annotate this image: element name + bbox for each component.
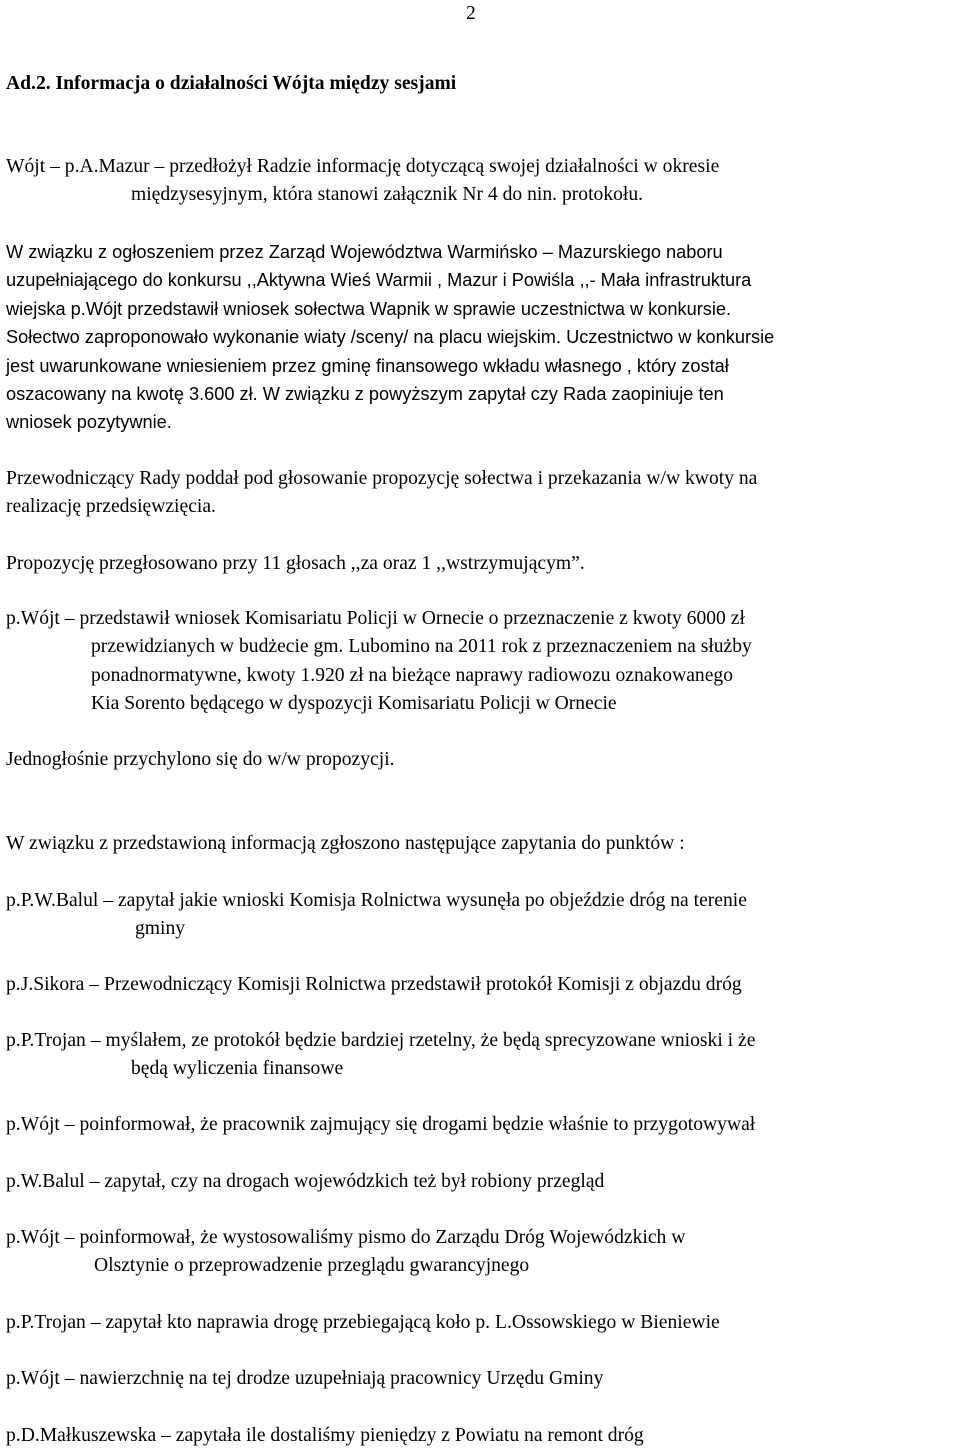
paragraph-line: gminy (135, 918, 186, 940)
question-malkuszewska: p.D.Małkuszewska – zapytała ile dostaliśmy pieniędzy z Powiatu na remont dróg (6, 1425, 644, 1446)
paragraph-line: przewidzianych w budżecie gm. Lubomino na 2011 rok z przeznaczeniem na służby (91, 636, 752, 658)
paragraph-line: Uczestnictwo w konkursie (566, 327, 775, 348)
paragraph-line: W związku z ogłoszeniem przez Zarząd Województwa Warmińsko – Mazurskiego naboru (6, 242, 723, 262)
question-trojan-1 (6, 1027, 946, 1084)
answer-wojt-2 (6, 1224, 946, 1281)
paragraph-line: będą wyliczenia finansowe (131, 1058, 344, 1080)
paragraph-line: p.Wójt – przedstawił wniosek Komisariatu Policji w Ornecie o przeznaczenie z kwoty 6000 zł (6, 608, 745, 629)
answer-wojt-1: p.Wójt – poinformował, że pracownik zajmujący się drogami będzie właśnie to przygotowywał (6, 1114, 756, 1135)
paragraph-line: uzupełniającego do konkursu ,,Aktywna Wieś Warmii , Mazur i Powiśla ,,- Mała infrastruktura (6, 270, 752, 291)
paragraph-questions-intro: W związku z przedstawioną informacją zgłoszono następujące zapytania do punktów : (6, 833, 685, 854)
paragraph-unanimous: Jednogłośnie przychylono się do w/w propozycji. (6, 749, 395, 770)
paragraph-line: p.Wójt – poinformował, że wystosowaliśmy pismo do Zarządu Dróg Wojewódzkich w (6, 1227, 686, 1248)
paragraph-vote-result: Propozycję przegłosowano przy 11 głosach ,,za oraz 1 ,,wstrzymującym”. (6, 553, 585, 574)
paragraph-wojt-report (6, 153, 946, 210)
question-balul-1 (6, 887, 946, 944)
paragraph-police-application (6, 605, 946, 719)
paragraph-line: Olsztynie o przeprowadzenie przeglądu gwarancyjnego (94, 1255, 530, 1277)
question-balul-2: p.W.Balul – zapytał, czy na drogach wojewódzkich też był robiony przegląd (6, 1171, 605, 1192)
answer-sikora: p.J.Sikora – Przewodniczący Komisji Rolnictwa przedstawił protokół Komisji z objazdu dróg (6, 974, 742, 995)
paragraph-line: W związku z powyższym zapytał czy Rada zaopiniuje ten (262, 384, 724, 405)
paragraph-line: Kia Sorento będącego w dyspozycji Komisariatu Policji w Ornecie (91, 693, 617, 715)
answer-wojt-3: p.Wójt – nawierzchnię na tej drodze uzupełniają pracownicy Urzędu Gminy (6, 1368, 604, 1389)
paragraph-line: p.P.W.Balul – zapytał jakie wnioski Komisja Rolnictwa wysunęła po objeździe dróg na terenie (6, 890, 747, 911)
section-heading: Ad.2. Informacja o działalności Wójta między sesjami (6, 73, 457, 94)
paragraph-line: międzysesyjnym, która stanowi załącznik Nr 4 do nin. protokołu. (131, 184, 644, 206)
paragraph-line: Przewodniczący Rady poddał pod głosowanie propozycję sołectwa i przekazania w/w kwoty na (6, 468, 758, 489)
paragraph-line: wniosek pozytywnie. (6, 412, 172, 433)
paragraph-line: wiejska p.Wójt przedstawił wniosek sołectwa Wapnik w sprawie uczestnictwa w konkursie. (6, 298, 732, 319)
paragraph-line: jest uwarunkowane wniesieniem przez gminę finansowego wkładu własnego , który został (6, 355, 729, 376)
paragraph-line: realizację przedsięwzięcia. (6, 496, 216, 518)
paragraph-line: p.P.Trojan – myślałem, ze protokół będzie bardziej rzetelny, że będą sprecyzowane wnioski i że (6, 1030, 756, 1051)
paragraph-line: Wójt – p.A.Mazur – przedłożył Radzie informację dotyczącą swojej działalności w okresie (6, 156, 720, 177)
question-trojan-2: p.P.Trojan – zapytał kto naprawia drogę przebiegającą koło p. L.Ossowskiego w Bieniewie (6, 1312, 720, 1333)
paragraph-chairman-vote (6, 465, 946, 522)
paragraph-line: ponadnormatywne, kwoty 1.920 zł na bieżące naprawy radiowozu oznakowanego (91, 664, 734, 686)
paragraph-line: Sołectwo zaproponowało wykonanie wiaty /sceny/ na placu wiejskim. (6, 327, 567, 348)
paragraph-wapnik-application (6, 238, 946, 437)
paragraph-line: oszacowany na kwotę 3.600 zł. (6, 384, 263, 405)
page-number: 2 (466, 3, 476, 24)
